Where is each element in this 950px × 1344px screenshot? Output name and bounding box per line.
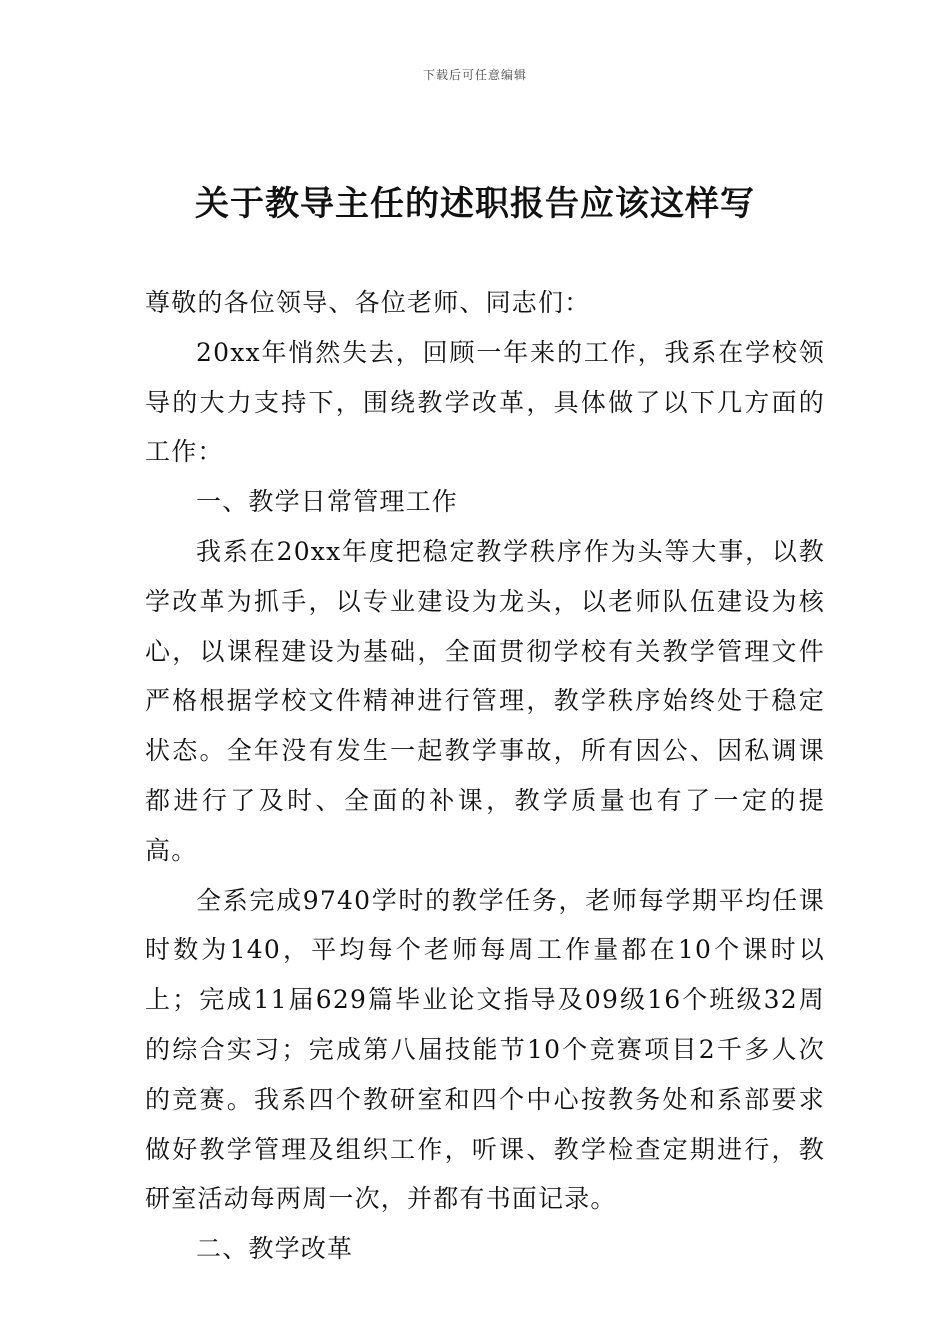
document-title: 关于教导主任的述职报告应该这样写 <box>195 184 755 224</box>
paragraph-teaching-management: 我系在20xx年度把稳定教学秩序作为头等大事，以教学改革为抓手，以专业建设为龙头，以老师队伍建设为核心，以课程建设为基础，全面贯彻学校有关教学管理文件严格根据学校文件精神进行管理，教学秩序始终处于稳定状态。全年没有发生一起教学事故，所有因公、因私调课都进行了及时、全面的补课，教学质量也有了一定的提高。 <box>145 536 825 865</box>
paragraph-teaching-tasks: 全系完成9740学时的教学任务，老师每学期平均任课时数为140，平均每个老师每周工作量都在10个课时以上；完成11届629篇毕业论文指导及09级16个班级32周的综合实习；完成第八届技能节10个竞赛项目2千多人次的竞赛。我系四个教研室和四个中心按教务处和系部要求做好教学管理及组织工作，听课、教学检查定期进行，教研室活动每两周一次，并都有书面记录。 <box>145 885 825 1214</box>
section-heading-1: 一、教学日常管理工作 <box>196 487 459 517</box>
salutation: 尊敬的各位领导、各位老师、同志们： <box>145 288 591 317</box>
section-heading-2: 二、教学改革 <box>196 1234 354 1264</box>
header-note: 下载后可任意编辑 <box>422 68 527 82</box>
document-body <box>145 278 825 1274</box>
paragraph-intro: 20xx年悄然失去，回顾一年来的工作，我系在学校领导的大力支持下，围绕教学改革，具体做了以下几方面的工作： <box>145 337 825 467</box>
